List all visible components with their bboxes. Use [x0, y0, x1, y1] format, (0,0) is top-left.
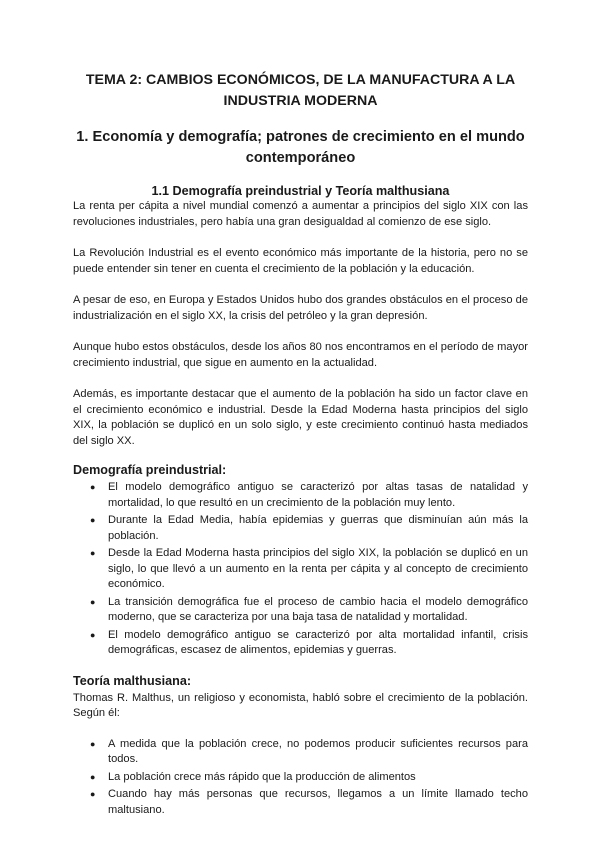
list-item	[73, 546, 528, 593]
bullet-icon: ●	[90, 596, 96, 607]
document-title: TEMA 2: CAMBIOS ECONÓMICOS, DE LA MANUFACTURA A LA INDUSTRIA MODERNA	[85, 72, 516, 109]
list-item	[73, 787, 528, 818]
list-item	[73, 737, 528, 768]
list-item-text: La población crece más rápido que la producción de alimentos	[108, 770, 416, 783]
list-item	[73, 480, 528, 511]
list-item-text: Durante la Edad Media, había epidemias y guerras que disminuían aún más la población.	[108, 514, 528, 542]
malthus-list	[73, 737, 528, 819]
paragraph: Además, es importante destacar que el aumento de la población ha sido un factor clave en el crecimiento económico e industrial. Desde la Edad Moderna hasta principios del siglo XIX, la población se duplicó en un solo siglo, y este crecimiento continuó hasta mediados del siglo XX.	[73, 388, 528, 447]
list-item	[73, 770, 528, 786]
list-item-text: La transición demográfica fue el proceso de cambio hacia el modelo demográfico moderno, que se caracteriza por una baja tasa de natalidad y mortalidad.	[108, 595, 528, 623]
bullet-icon: ●	[90, 515, 96, 525]
bullet-icon: ●	[90, 789, 96, 799]
bullet-icon: ●	[90, 548, 96, 558]
demografia-heading: Demografía preindustrial:	[73, 463, 227, 477]
bullet-icon: ●	[90, 629, 96, 640]
demografia-list	[73, 480, 528, 659]
list-item	[73, 595, 528, 626]
list-item-text: El modelo demográfico antiguo se caracterizó por alta mortalidad infantil, crisis demográficas, escasez de alimentos, epidemias y guerras.	[108, 628, 528, 656]
list-item	[73, 628, 528, 659]
section-title: 1. Economía y demografía; patrones de crecimiento en el mundo contemporáneo	[76, 129, 525, 166]
paragraph: La Revolución Industrial es el evento económico más importante de la historia, pero no se puede entender sin tener en cuenta el crecimiento de la población y la educación.	[73, 247, 528, 275]
paragraph: A pesar de eso, en Europa y Estados Unidos hubo dos grandes obstáculos en el proceso de industrialización en el siglo XX, la crisis del petróleo y la gran depresión.	[73, 294, 528, 322]
list-item	[73, 513, 528, 544]
bullet-icon: ●	[90, 738, 96, 749]
paragraph: La renta per cápita a nivel mundial comenzó a aumentar a principios del siglo XIX con las revoluciones industriales, pero había una gran desigualdad al comienzo de ese siglo.	[73, 200, 528, 228]
malthus-intro: Thomas R. Malthus, un religioso y economista, habló sobre el crecimiento de la población. Según él:	[73, 691, 528, 719]
list-item-text: A medida que la población crece, no podemos producir suficientes recursos para todos.	[108, 737, 528, 765]
list-item-text: Cuando hay más personas que recursos, llegamos a un límite llamado techo maltusiano.	[108, 788, 528, 816]
subsection-title: 1.1 Demografía preindustrial y Teoría malthusiana	[151, 184, 450, 198]
malthus-heading: Teoría malthusiana:	[73, 673, 192, 688]
bullet-icon: ●	[90, 482, 96, 492]
paragraph: Aunque hubo estos obstáculos, desde los años 80 nos encontramos en el período de mayor crecimiento industrial, que sigue en aumento en la actualidad.	[73, 341, 528, 369]
list-item-text: El modelo demográfico antiguo se caracterizó por altas tasas de natalidad y mortalidad, lo que resultó en un crecimiento de la población muy lento.	[108, 481, 528, 509]
document-page	[73, 70, 528, 820]
list-item-text: Desde la Edad Moderna hasta principios del siglo XIX, la población se duplicó en un siglo, lo que llevó a un aumento en la renta per cápita y al concepto de crecimiento económico.	[108, 547, 528, 590]
bullet-icon: ●	[90, 771, 96, 782]
